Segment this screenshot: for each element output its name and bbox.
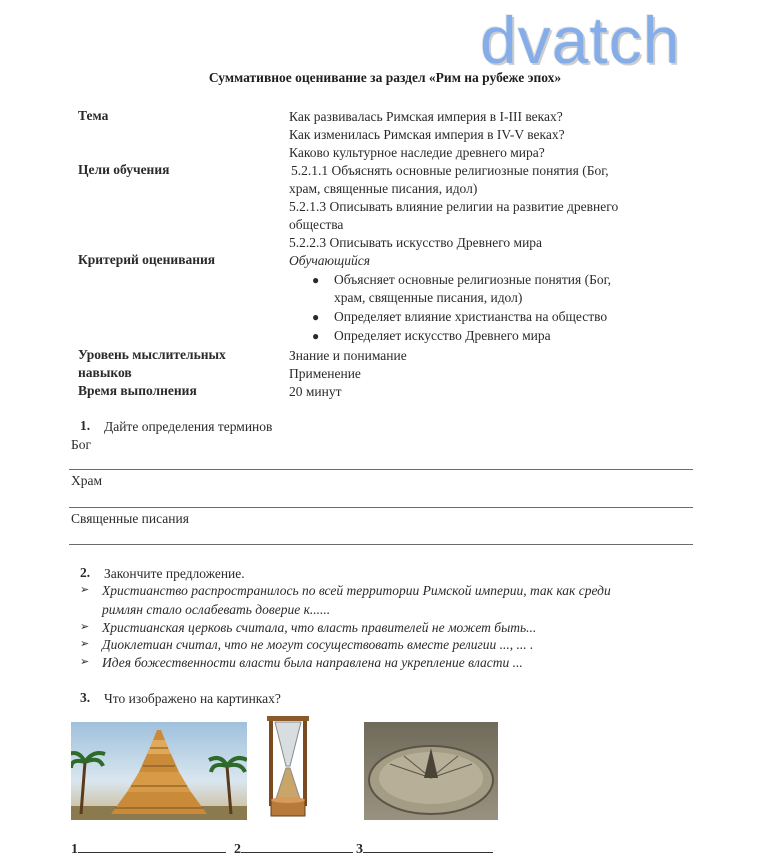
answer-line[interactable] — [69, 544, 693, 545]
goal-line: 5.2.1.1 Объяснять основные религиозные понятия (Бог, — [291, 163, 609, 178]
time-label: Время выполнения — [78, 383, 197, 398]
bullet-dot-icon: ● — [312, 310, 320, 324]
answer-blank-3[interactable]: 3 — [356, 840, 493, 858]
topic-line: Как развивалась Римская империя в I-III веках? — [289, 109, 563, 124]
topic-line: Как изменилась Римская империя в IV-V веках? — [289, 127, 565, 142]
q2-item-cont: римлян стало ослабевать доверие к...... — [102, 602, 331, 617]
level-value: Знание и понимание — [289, 348, 407, 363]
term-label: Священные писания — [71, 511, 189, 526]
goal-line: 5.2.2.3 Описывать искусство Древнего мира — [289, 235, 543, 250]
criteria-item: ● Объясняет основные религиозные понятия (Бог, — [312, 272, 611, 287]
answer-blank-1[interactable]: 1 — [71, 840, 226, 858]
arrow-bullet-icon: ➢ — [80, 584, 90, 596]
level-label: Уровень мыслительных — [78, 347, 226, 362]
goals-label: Цели обучения — [78, 162, 170, 177]
level-label-cont: навыков — [78, 365, 132, 380]
criteria-item-cont: храм, священные писания, идол) — [334, 290, 523, 305]
q3-number: 3. — [80, 690, 91, 705]
term-label: Бог — [71, 437, 92, 452]
answer-line[interactable] — [69, 469, 693, 470]
criteria-item: ● Определяет искусство Древнего мира — [312, 328, 551, 343]
watermark-logo: dvatch — [480, 3, 681, 77]
criteria-label: Критерий оценивания — [78, 252, 216, 267]
arrow-bullet-icon: ➢ — [80, 638, 90, 650]
bullet-dot-icon: ● — [312, 273, 320, 287]
term-label: Храм — [71, 473, 103, 488]
tower-of-babel-icon — [71, 722, 247, 820]
criteria-item: ● Определяет влияние христианства на общество — [312, 309, 608, 324]
arrow-bullet-icon: ➢ — [80, 656, 90, 668]
time-value: 20 минут — [289, 384, 342, 399]
bullet-dot-icon: ● — [312, 329, 320, 343]
q2-number: 2. — [80, 565, 91, 580]
page-title: Суммативное оценивание за раздел «Рим на рубеже эпох» — [208, 70, 562, 85]
q1-number: 1. — [80, 418, 91, 433]
goal-line: 5.2.1.3 Описывать влияние религии на развитие древнего — [289, 199, 619, 214]
q1-text: Дайте определения терминов — [104, 419, 273, 434]
arrow-bullet-icon: ➢ — [80, 621, 90, 633]
level-value: Применение — [289, 366, 361, 381]
sundial-icon — [364, 722, 498, 820]
answer-line[interactable] — [69, 507, 693, 508]
hourglass-clock-icon — [263, 714, 313, 820]
goal-line: общества — [289, 217, 344, 232]
topic-line: Каково культурное наследие древнего мира? — [289, 145, 545, 160]
criteria-intro: Обучающийся — [289, 253, 371, 268]
q2-text: Закончите предложение. — [104, 566, 245, 581]
q3-text: Что изображено на картинках? — [104, 691, 281, 706]
topic-label: Тема — [78, 108, 109, 123]
answer-blank-2[interactable]: 2 — [234, 840, 353, 858]
goal-line: храм, священные писания, идол) — [289, 181, 478, 196]
